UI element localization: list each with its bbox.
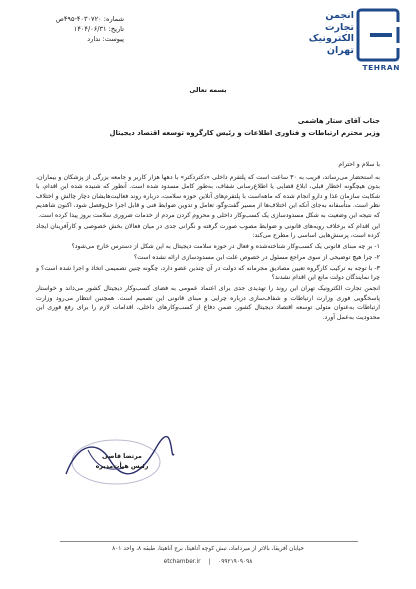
- paragraph-3: انجمن تجارت الکترونیک تهران این روند را تهدیدی جدی برای اعتماد عمومی به فضای کسب‌وکار دیجیتال کشور می‌داند و خواستار پاسخگویی فوری وزارت ارتباطات و شفاف‌سازی درباره چرایی و مبنای قانونی این تصمیم است. همچنین انتظار می‌رود وزارت ارتباطات به‌عنوان متولی توسعه اقتصاد دیجیتال کشور، ضمن دفاع از کسب‌وکارهای داخلی، اقدامات لازم را برای رفع فوری این محدودیت به‌عمل آورد.: [36, 285, 380, 321]
- logo-line-4: تهران: [326, 44, 354, 56]
- bismillah-heading: بسمه تعالی: [189, 86, 227, 94]
- logo-line-1: انجمن: [325, 10, 354, 21]
- letter-date: تاریخ: ۱۴۰۴/۰۶/۳۱: [73, 25, 124, 33]
- greeting: با سلام و احترام: [338, 161, 380, 168]
- footer-divider: [60, 541, 358, 542]
- logo-latin-text: TEHRAN: [362, 63, 400, 72]
- footer-website[interactable]: etchamber.ir: [163, 559, 201, 565]
- recipient-title: وزیر محترم ارتباطات و فناوری اطلاعات و رئیس کارگروه توسعه اقتصاد دیجیتال: [109, 129, 380, 137]
- recipient-name: جناب آقای ستار هاشمی: [297, 117, 380, 125]
- letter-meta: [32, 14, 124, 44]
- footer-contact: [0, 559, 416, 565]
- footer-phone: ۰۹۹۲۱۹۰۹۰۹۸: [218, 559, 253, 565]
- signatory-title: رئیس هیأت‌مدیره: [95, 463, 149, 470]
- footer-address: خیابان آفریقا، بالاتر از میرداماد، نبش کوچه آناهیتا، برج آناهیتا، طبقه ۸، واحد ۸۰۱: [112, 546, 304, 552]
- etchamber-logo-icon: [356, 8, 400, 62]
- paragraph-1: به استحضار می‌رساند، قریب به ۳۰ ساعت است که پلتفرم داخلی «دکتردکتر» با دهها هزار کاربر و جامعه بزرگی از پزشکان و بیماران، بدون هیچگونه اخطار قبلی، ابلاغ قضایی یا اطلاع‌رسانی شفاف، به‌طور کامل مسدود شده است. آنطور که شنیده شده این اقدام، با شکایت سازمان غذا و دارو انجام شده که ماهه‌است با پلتفرم‌های آنلاین حوزه سلامت، درباره روند فعالیت‌هایشان دچار چالش و اختلاف نظر است. متأسفانه به‌جای آنکه این اختلاف‌ها از مسیر گفت‌وگو، تعامل و تدوین ضوابط فنی و قابل اجرا حل‌وفصل شود، اکنون شاهدیم که نتیجه این وضعیت به شکل مسدودسازی یک کسب‌وکار داخلی و محروم کردن مردم از خدمات ضروری سلامت بروز پیدا کرده است.: [36, 173, 380, 219]
- signature-block: [84, 452, 160, 472]
- logo-line-2: تجارت: [325, 21, 354, 33]
- paragraph-2: این اقدام که برخلاف رویه‌های قانونی و ضوابط مصوب صورت گرفته و نگرانی جدی در میان فعالان بخش خصوصی و کارآفرینان ایجاد کرده است، پرسش‌هایی اساسی را مطرح می‌کند:: [36, 222, 380, 240]
- question-3: ۳- با توجه به ترکیب کارگروه تعیین مصادیق مجرمانه که دولت در آن چندین عضو دارد، چگونه چنین تصمیمی اتخاذ و اجرا شده است؟ و چرا نمایندگان دولت مانع این اقدام نشدند؟: [36, 264, 380, 282]
- footer-separator: |: [208, 559, 211, 565]
- recipient-block: [36, 115, 380, 139]
- letter-attachment: پیوست: ندارد: [87, 35, 124, 43]
- letter-body: [36, 160, 380, 324]
- letter-number: شماره: ۴۰۳۰۷۲۰-۴۹۵ص: [55, 15, 124, 23]
- question-1: ۱- بر چه مبنای قانونی یک کسب‌وکار شناخته‌شده و فعال در حوزه سلامت دیجیتال به این شکل از دسترس خارج می‌شود؟: [71, 243, 380, 251]
- question-2: ۲- چرا هیچ توضیحی از سوی مراجع مسئول در خصوص علت این مسدودسازی ارائه نشده است؟: [134, 253, 380, 261]
- logo-title: [290, 10, 354, 56]
- logo-line-3: الکترونیک: [308, 33, 354, 44]
- signatory-name: مرتضا قاصی: [102, 453, 142, 460]
